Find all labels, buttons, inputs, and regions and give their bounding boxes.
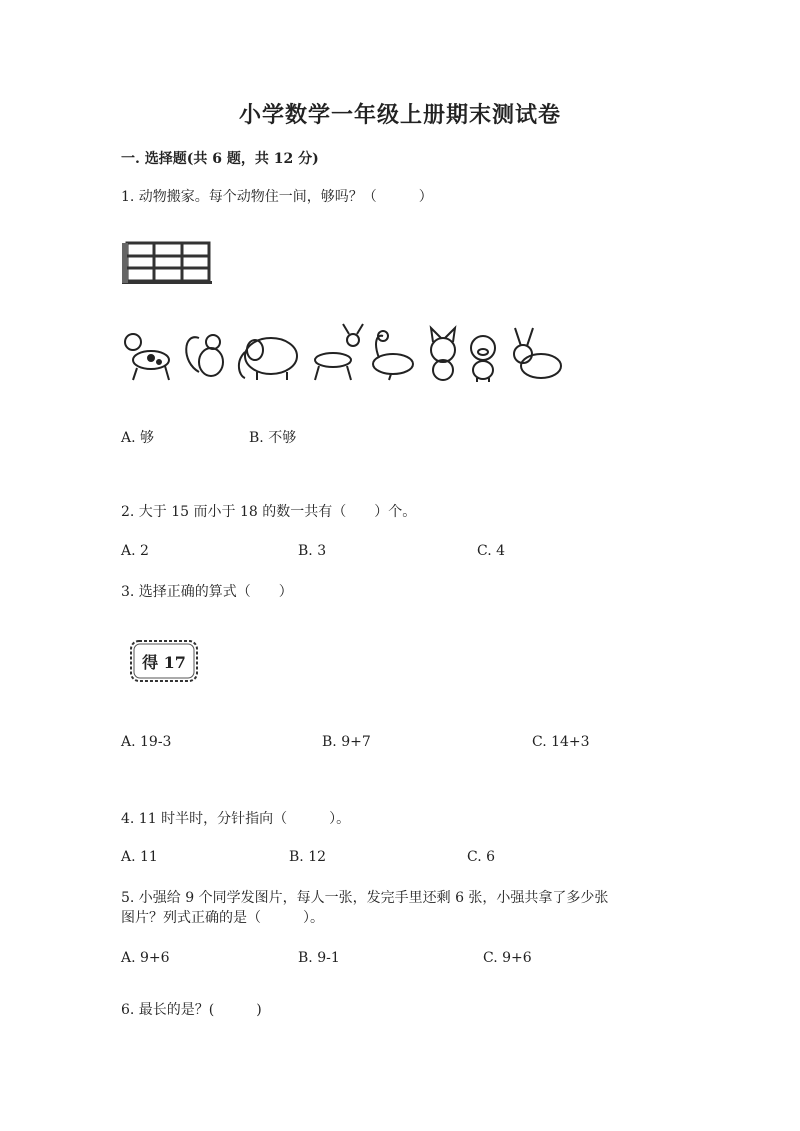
question-2: 2. 大于 15 而小于 18 的数一共有（ ）个。 bbox=[121, 504, 417, 520]
badge-text: 得 17 bbox=[142, 653, 186, 672]
building-image bbox=[121, 241, 213, 285]
question-5-line-2: 图片？列式正确的是（ ）。 bbox=[121, 910, 324, 926]
deer-icon bbox=[315, 324, 363, 380]
page-title: 小学数学一年级上册期末测试卷 bbox=[238, 102, 561, 128]
section-heading: 一. 选择题(共 6 题，共 12 分) bbox=[121, 151, 319, 167]
option-b: B. 3 bbox=[298, 543, 327, 559]
question-6: 6. 最长的是？( ) bbox=[121, 1002, 262, 1018]
question-4: 4. 11 时半时，分针指向（ ）。 bbox=[121, 811, 351, 827]
option-b: B. 不够 bbox=[249, 430, 297, 446]
elephant-icon bbox=[239, 338, 297, 380]
option-b: B. 9-1 bbox=[298, 950, 340, 966]
option-c: C. 4 bbox=[477, 543, 506, 559]
pig-icon bbox=[471, 336, 495, 382]
cat-icon bbox=[431, 328, 455, 380]
option-c: C. 9+6 bbox=[483, 950, 532, 966]
option-a: A. 9+6 bbox=[121, 950, 170, 966]
dog-icon bbox=[125, 334, 169, 380]
question-5-line-1: 5. 小强给 9 个同学发图片，每人一张，发完手里还剩 6 张，小强共拿了多少张 bbox=[121, 890, 609, 906]
option-c: C. 14+3 bbox=[532, 734, 590, 750]
goose-icon bbox=[373, 331, 413, 380]
option-c: C. 6 bbox=[467, 849, 496, 865]
question-3: 3. 选择正确的算式（ ） bbox=[121, 584, 293, 600]
animals-image bbox=[121, 322, 571, 384]
option-b: B. 9+7 bbox=[322, 734, 371, 750]
option-a: A. 2 bbox=[121, 543, 149, 559]
option-a: A. 19-3 bbox=[121, 734, 172, 750]
option-a: A. 11 bbox=[121, 849, 158, 865]
option-a: A. 够 bbox=[121, 430, 155, 446]
squirrel-icon bbox=[186, 335, 223, 376]
question-1: 1. 动物搬家。每个动物住一间，够吗？（ ） bbox=[121, 189, 433, 205]
rabbit-icon bbox=[514, 328, 561, 378]
option-b: B. 12 bbox=[289, 849, 327, 865]
result-badge bbox=[128, 638, 200, 684]
